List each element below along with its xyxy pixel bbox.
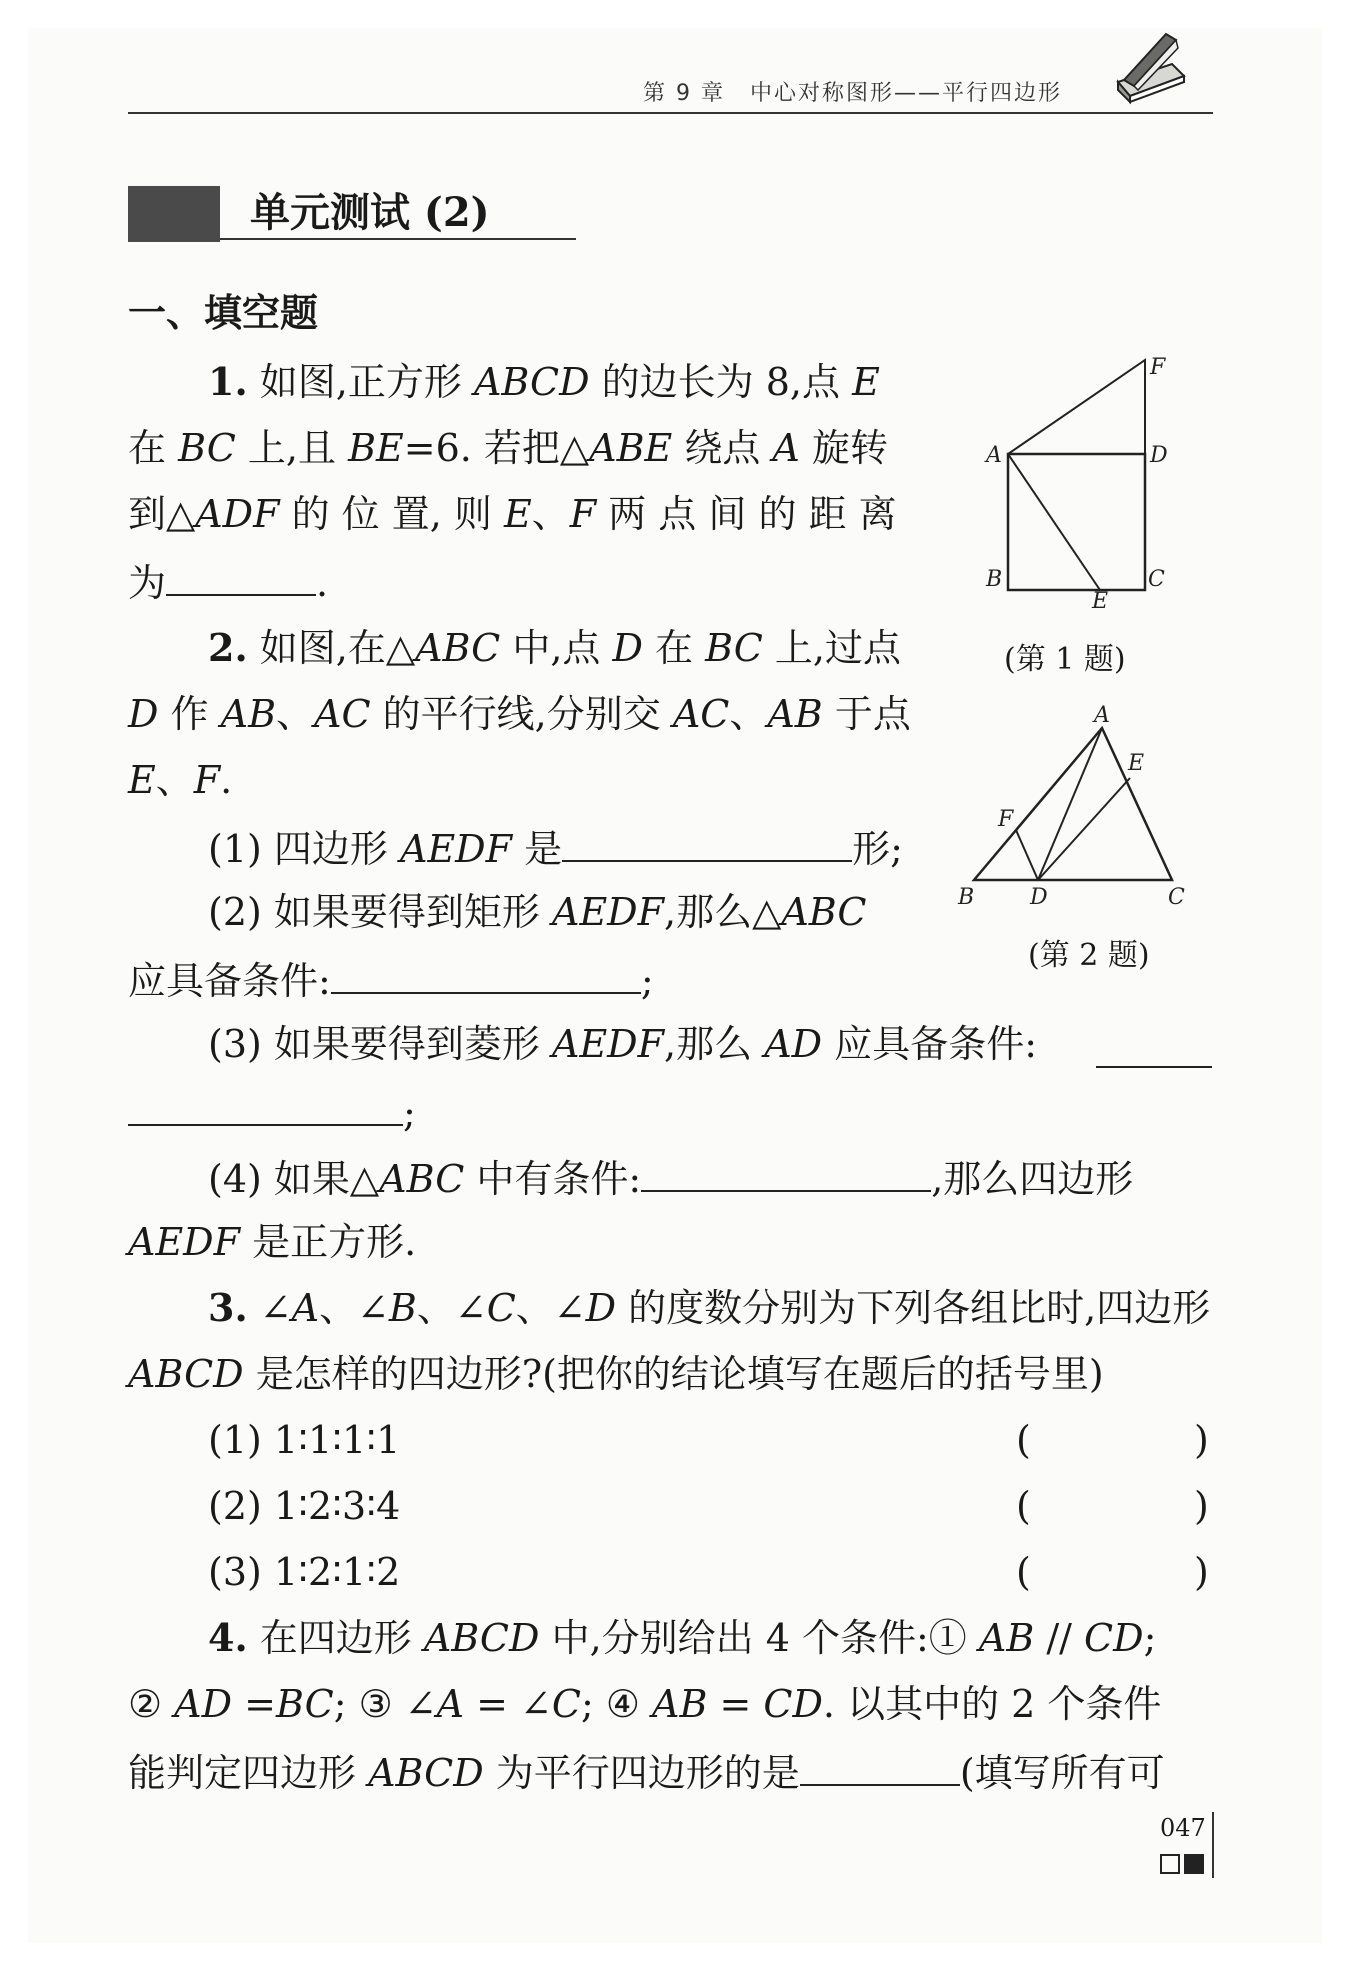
q1-line2: 在 BC 上,且 BE=6. 若把△ABE 绕点 A 旋转 [128,426,888,470]
q1-line4: 为 . [128,561,329,605]
q4-line1: 4. 在四边形 ABCD 中,分别给出 4 个条件:① AB // CD; [208,1615,1157,1660]
fig2-label-F: F [998,807,1014,832]
q4-line2: ② AD =BC; ③ ∠A = ∠C; ④ AB = CD. 以其中的 2 个条件 [128,1682,1162,1726]
q2-line3: E、F. [128,758,233,802]
q2-sub1: (1) 四边形 AEDF 是 形; [208,827,903,871]
q2-line2: D 作 AB、AC 的平行线,分别交 AC、AB 于点 [128,692,911,736]
q1-line1: 1. 如图,正方形 ABCD 的边长为 8,点 E [208,359,880,404]
q3-item-2: (2) 1∶2∶3∶4 [208,1484,401,1528]
chapter-title: 中心对称图形——平行四边形 [750,81,1063,106]
fig1-label-A: A [986,443,1002,468]
figure-2-caption: (第 2 题) [1028,938,1150,973]
q2-sub3: (3) 如果要得到菱形 AEDF,那么 AD 应具备条件: [208,1022,1037,1066]
q2-sub4: (4) 如果△ABC 中有条件: ,那么四边形 [208,1157,1134,1201]
q2-number: 2. [208,625,248,670]
q2-2-answer-blank[interactable] [331,958,641,994]
fig2-label-C: C [1168,885,1185,910]
q1-number: 1. [208,359,248,404]
q4-number: 4. [208,1615,248,1660]
q3-number: 3. [208,1285,248,1330]
q2-sub2-cont: 应具备条件: ; [128,959,654,1003]
part-heading: 一、填空题 [128,291,319,335]
header-rule [128,112,1213,114]
page-number: 047 [1160,1814,1206,1842]
fig1-label-C: C [1148,567,1165,592]
fig2-label-B: B [958,885,975,910]
q4-line3: 能判定四边形 ABCD 为平行四边形的是 (填写所有可 [128,1751,1165,1795]
q3-line2: ABCD 是怎样的四边形?(把你的结论填写在题后的括号里) [128,1352,1104,1396]
fig2-label-A: A [1094,703,1110,728]
figure-2-triangle [950,700,1185,910]
figure-1-square [980,350,1168,614]
chapter-label: 第 9 章 [643,81,725,106]
footer-square-outline [1160,1854,1180,1874]
q2-sub2: (2) 如果要得到矩形 AEDF,那么△ABC [208,890,867,934]
q2-1-answer-blank[interactable] [562,826,852,862]
q2-4-answer-blank[interactable] [641,1156,931,1192]
q2-sub3-cont: ; [128,1090,416,1133]
fig1-label-F: F [1150,355,1166,380]
fig2-label-D: D [1030,885,1048,910]
q3-item-3-paren-open[interactable]: ( [1016,1550,1031,1594]
q3-item-2-paren-open[interactable]: ( [1016,1484,1031,1528]
fig1-label-B: B [986,567,1003,592]
q3-item-3-paren-close: ) [1194,1550,1209,1594]
fig1-label-D: D [1150,443,1168,468]
q3-item-1-paren-close: ) [1194,1418,1209,1462]
footer-square-filled [1184,1854,1204,1874]
q2-line1: 2. 如图,在△ABC 中,点 D 在 BC 上,过点 [208,625,902,670]
section-block [128,186,220,242]
fig2-label-E: E [1128,751,1145,776]
q3-item-2-paren-close: ) [1194,1484,1209,1528]
q3-item-1-paren-open[interactable]: ( [1016,1418,1031,1462]
q2-sub4-cont: AEDF 是正方形. [128,1220,417,1264]
q2-3-answer-blank-a[interactable] [1096,1032,1212,1068]
book-icon [1110,24,1190,104]
footer-rule [1212,1812,1214,1878]
section-underline [220,238,576,240]
q2-3-answer-blank-b[interactable] [128,1090,403,1126]
section-title: 单元测试 (2) [250,189,490,236]
figure-1-caption: (第 1 题) [1004,642,1126,677]
q3-item-3: (3) 1∶2∶1∶2 [208,1550,401,1594]
q1-answer-blank[interactable] [166,560,316,596]
q4-answer-blank[interactable] [800,1750,960,1786]
q3-line1: 3. ∠A、∠B、∠C、∠D 的度数分别为下列各组比时,四边形 [208,1285,1211,1330]
fig1-label-E: E [1092,589,1109,614]
q1-line3: 到△ADF 的 位 置, 则 E、F 两 点 间 的 距 离 [128,492,897,536]
q3-item-1: (1) 1∶1∶1∶1 [208,1418,401,1462]
